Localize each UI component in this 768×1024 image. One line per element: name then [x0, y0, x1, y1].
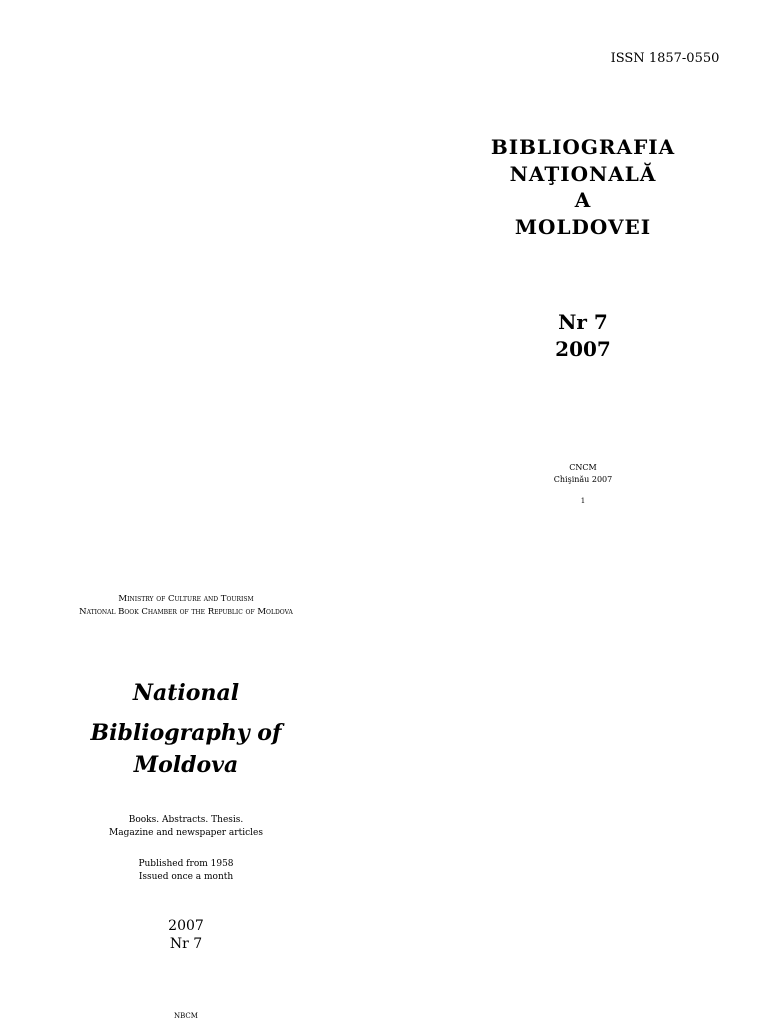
en-title-line-2: Bibliography of: [90, 720, 282, 746]
ro-publisher-name: CNCM: [569, 463, 597, 472]
ro-title-line-1: BIBLIOGRAFIA: [490, 135, 676, 159]
ro-title-line-4: MOLDOVEI: [514, 214, 652, 239]
page-number: 1: [580, 497, 586, 505]
ro-issue-number: Nr 7: [558, 310, 608, 334]
ro-title-line-3: A: [574, 188, 592, 212]
published-from: Published from 1958: [138, 859, 234, 869]
ministry-line: Ministry of Culture and Tourism: [118, 594, 254, 604]
ro-publisher-place: Chişinău 2007: [553, 475, 613, 484]
en-header: [40, 593, 332, 619]
ro-title-line-2: NAŢIONALĂ: [509, 161, 657, 186]
en-title-line-3: Moldova: [133, 752, 239, 778]
ro-title: [460, 134, 706, 240]
description-line-2: Magazine and newspaper articles: [109, 827, 263, 838]
description-line-1: Books. Abstracts. Thesis.: [128, 815, 244, 825]
issue-frequency: Issued once a month: [138, 871, 234, 882]
en-issue-year: 2007: [168, 918, 204, 934]
ro-issue-year: 2007: [555, 337, 611, 361]
chamber-line: National Book Chamber of the Republic of Moldova: [79, 607, 293, 617]
en-title: [40, 677, 332, 781]
ro-issue-block: [510, 309, 656, 363]
en-publisher: NBCM: [174, 1012, 198, 1020]
en-issue-number: Nr 7: [169, 936, 203, 952]
en-publication-info: [40, 858, 332, 883]
ro-publisher-block: [520, 462, 646, 486]
en-issue-block: [110, 917, 262, 953]
issn-label: ISSN 1857-0550: [610, 51, 720, 66]
en-title-line-1: National: [132, 680, 240, 706]
en-description: [40, 814, 332, 839]
